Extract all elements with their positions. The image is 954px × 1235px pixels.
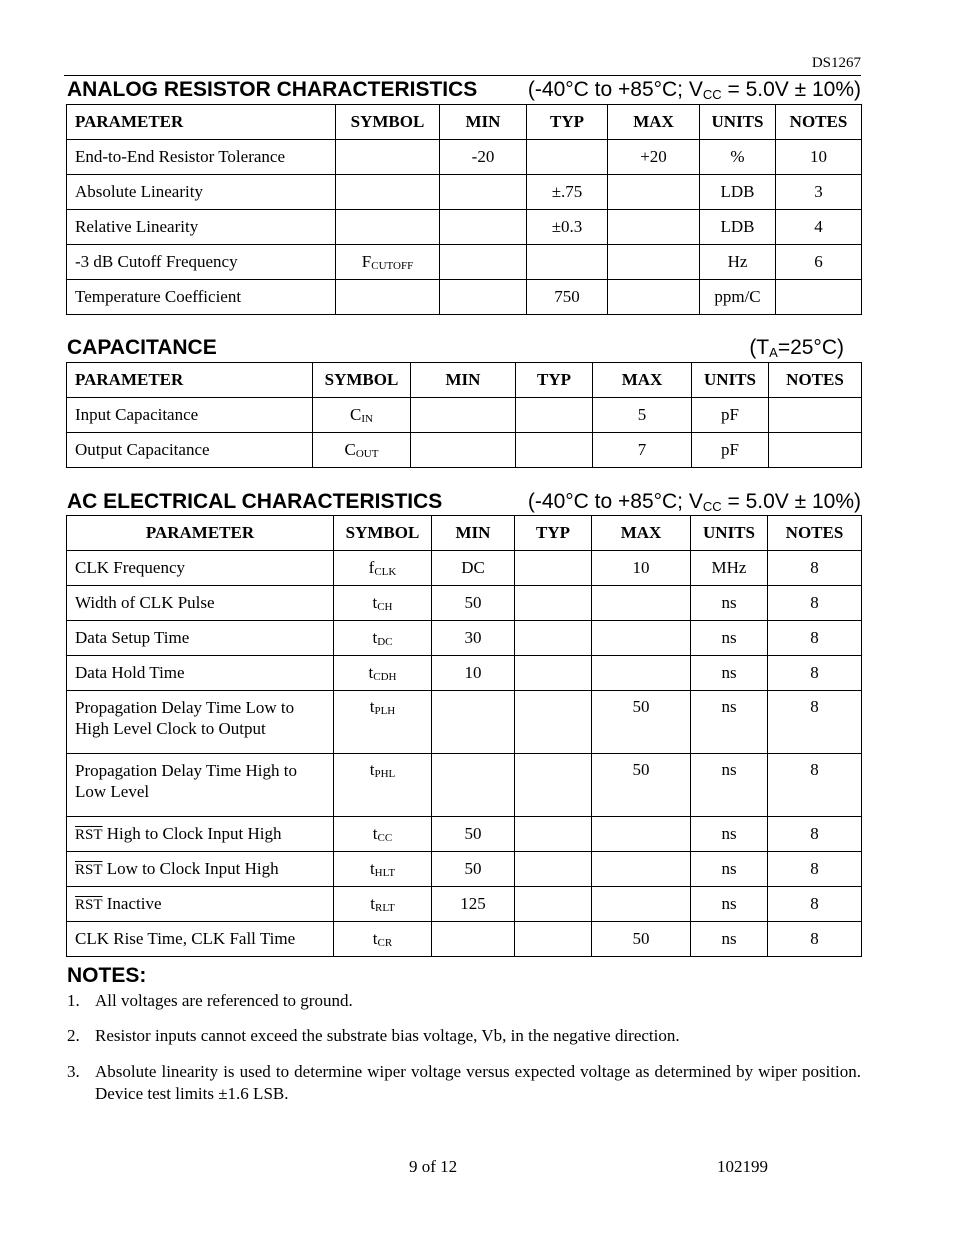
header-rule [64,75,861,76]
cell-units: Hz [700,245,776,280]
table-row [67,586,862,621]
cell-units: pF [692,433,769,468]
cell-units: ns [691,754,768,817]
symbol-text: C [350,405,362,424]
cell-parameter [67,852,334,887]
parameter-text: Propagation Delay Time High to Low Level [75,761,297,801]
parameter-text: Temperature Coefficient [75,287,242,306]
parameter-text: CLK Rise Time, CLK Fall Time [75,929,296,948]
cell-notes: 8 [768,754,862,817]
cell-min [411,398,516,433]
cell-symbol [313,398,411,433]
cell-min: 50 [432,586,515,621]
analog-table [66,104,862,315]
cell-parameter [67,398,313,433]
symbol-subscript: DC [377,636,393,648]
cell-max [592,621,691,656]
cell-notes: 3 [776,175,862,210]
cell-symbol [334,817,432,852]
ac-conditions: (-40°C to +85°C; $V_{CC} = 5.0V \pm 10\%$) [527,490,861,514]
symbol-subscript: CC [377,832,393,844]
cell-symbol [336,140,440,175]
cell-max [608,210,700,245]
cell-parameter [67,280,336,315]
ac-section-title [66,490,861,516]
note-number: 3. [67,1062,80,1081]
table-row [67,175,862,210]
cell-notes: 8 [768,852,862,887]
cell-parameter [67,817,334,852]
cell-symbol [334,922,432,957]
cell-min: 50 [432,852,515,887]
cell-symbol [334,621,432,656]
table-header-row [67,105,862,140]
document-code: 102199 [717,1157,768,1176]
cell-units: ns [691,887,768,922]
cell-symbol [336,280,440,315]
cell-notes [769,433,862,468]
table-header-row [67,516,862,551]
cell-min: 10 [432,656,515,691]
symbol-subscript: PLH [374,705,396,717]
col-header-min: MIN [440,105,527,140]
table-row [67,280,862,315]
capacitance-title: CAPACITANCE [67,336,217,359]
symbol-text: t [372,929,378,948]
cell-units: ns [691,922,768,957]
symbol-text: t [369,760,375,779]
cell-parameter [67,621,334,656]
cell-typ [515,656,592,691]
cell-parameter [67,887,334,922]
cell-units: ns [691,621,768,656]
symbol-subscript: OUT [355,448,379,460]
parameter-text: Relative Linearity [75,217,199,236]
cell-notes: 8 [768,887,862,922]
cell-units: LDB [700,175,776,210]
symbol-text: t [372,628,378,647]
symbol-text: F [361,252,372,271]
cell-max: 50 [592,754,691,817]
cell-notes: 10 [776,140,862,175]
cell-parameter [67,433,313,468]
cell-notes: 8 [768,586,862,621]
cell-symbol [334,852,432,887]
parameter-text: Inactive [102,894,162,913]
cell-parameter [67,754,334,817]
cell-parameter [67,656,334,691]
cell-units: ns [691,691,768,754]
cell-max: 10 [592,551,691,586]
symbol-subscript: PHL [374,768,396,780]
cell-min: 125 [432,887,515,922]
note-item [67,990,861,1012]
cell-parameter [67,586,334,621]
note-text: All voltages are referenced to ground. [95,991,353,1010]
cell-units: ppm/C [700,280,776,315]
cell-min [432,754,515,817]
cell-min: -20 [440,140,527,175]
capacitance-table [66,362,862,468]
parameter-text: Propagation Delay Time Low to High Level Clock to Output [75,698,295,738]
col-header-parameter: PARAMETER [67,105,336,140]
analog-conditions: (-40°C to +85°C; $V_{CC} = 5.0V \pm 10\%$) [527,78,861,102]
ac-title: AC ELECTRICAL CHARACTERISTICS [67,490,443,513]
col-header-typ: TYP [516,363,593,398]
col-header-max: MAX [608,105,700,140]
cell-symbol [336,245,440,280]
cell-max [592,656,691,691]
cell-typ: ±.75 [527,175,608,210]
cell-min [440,245,527,280]
rst-label: $\overline{RST}$ [75,897,103,913]
cell-max [592,817,691,852]
cell-symbol [336,210,440,245]
cell-max: +20 [608,140,700,175]
cell-parameter [67,140,336,175]
cell-notes: 8 [768,621,862,656]
col-header-units: UNITS [700,105,776,140]
cell-parameter [67,245,336,280]
cell-units: MHz [691,551,768,586]
table-row [67,140,862,175]
symbol-subscript: CDH [373,671,397,683]
cell-typ [515,586,592,621]
cell-units: LDB [700,210,776,245]
cell-min [440,175,527,210]
symbol-subscript: CUTOFF [371,260,414,272]
table-row [67,433,862,468]
cell-min [432,691,515,754]
parameter-text: High to Clock Input High [102,824,282,843]
cell-parameter [67,922,334,957]
col-header-symbol: SYMBOL [313,363,411,398]
note-item [67,1025,861,1047]
cell-units: ns [691,586,768,621]
note-text: Absolute linearity is used to determine wiper voltage versus expected voltage as determined by wiper position. Device test limits ±1.6 LSB. [95,1062,861,1103]
cell-symbol [334,586,432,621]
cell-notes: 8 [768,551,862,586]
cell-parameter [67,175,336,210]
col-header-units: UNITS [691,516,768,551]
symbol-subscript: CH [377,601,393,613]
symbol-text: f [368,558,375,577]
cell-typ [515,691,592,754]
cell-typ [516,433,593,468]
cell-min: 50 [432,817,515,852]
table-row [67,817,862,852]
table-row [67,852,862,887]
cell-notes: 4 [776,210,862,245]
cell-min [411,433,516,468]
col-header-max: MAX [593,363,692,398]
capacitance-section-title [66,336,861,362]
rst-label: $\overline{RST}$ [75,862,103,878]
cell-units: ns [691,852,768,887]
cell-max: 5 [593,398,692,433]
cell-max [608,245,700,280]
cell-min: 30 [432,621,515,656]
cell-symbol [336,175,440,210]
cell-max [592,586,691,621]
parameter-text: Output Capacitance [75,440,210,459]
cell-typ: 750 [527,280,608,315]
ac-table [66,515,862,957]
cell-max [592,852,691,887]
table-row [67,210,862,245]
table-row [67,551,862,586]
cell-symbol [334,754,432,817]
col-header-typ: TYP [515,516,592,551]
parameter-text: Input Capacitance [75,405,199,424]
table-row [67,245,862,280]
col-header-units: UNITS [692,363,769,398]
cell-notes [769,398,862,433]
symbol-text: t [369,697,375,716]
cell-notes: 8 [768,817,862,852]
cell-typ [515,817,592,852]
parameter-text: Data Hold Time [75,663,185,682]
cell-typ [527,140,608,175]
col-header-parameter: PARAMETER [67,363,313,398]
note-number: 2. [67,1026,80,1045]
analog-title: ANALOG RESISTOR CHARACTERISTICS [67,78,478,101]
analog-section-title [66,78,861,104]
symbol-subscript: RLT [374,902,395,914]
cell-notes: 8 [768,656,862,691]
table-row [67,887,862,922]
cell-min [440,280,527,315]
document-id: DS1267 [811,55,861,71]
symbol-subscript: CR [377,937,393,949]
col-header-symbol: SYMBOL [334,516,432,551]
cell-max: 50 [592,691,691,754]
cell-max: 7 [593,433,692,468]
parameter-text: Low to Clock Input High [102,859,279,878]
col-header-typ: TYP [527,105,608,140]
cell-typ: ±0.3 [527,210,608,245]
cell-max [608,175,700,210]
symbol-subscript: IN [361,413,373,425]
col-header-notes: NOTES [768,516,862,551]
notes-title: NOTES: [67,964,147,987]
col-header-min: MIN [432,516,515,551]
cell-min [440,210,527,245]
cell-symbol [334,656,432,691]
cell-notes: 8 [768,691,862,754]
col-header-min: MIN [411,363,516,398]
cell-typ [515,754,592,817]
cell-max: 50 [592,922,691,957]
table-row [67,691,862,754]
cell-min [432,922,515,957]
symbol-text: t [369,859,375,878]
parameter-text: Data Setup Time [75,628,190,647]
cell-units: % [700,140,776,175]
cell-parameter [67,691,334,754]
note-text: Resistor inputs cannot exceed the substrate bias voltage, Vb, in the negative direction. [95,1026,680,1045]
symbol-text: t [368,663,374,682]
symbol-text: t [370,894,375,913]
parameter-text: CLK Frequency [75,558,186,577]
cell-symbol [334,887,432,922]
cell-notes [776,280,862,315]
parameter-text: -3 dB Cutoff Frequency [75,252,238,271]
cell-typ [515,887,592,922]
cell-units: ns [691,656,768,691]
note-number: 1. [67,991,80,1010]
table-row [67,754,862,817]
symbol-text: C [344,440,356,459]
capacitance-conditions: $(T_A=25^\circ C)$ [749,336,844,360]
parameter-text: Absolute Linearity [75,182,203,201]
page-number: 9 of 12 [409,1157,458,1176]
cell-typ [515,922,592,957]
symbol-subscript: CLK [374,566,397,578]
cell-typ [515,621,592,656]
cell-symbol [334,691,432,754]
cell-units: pF [692,398,769,433]
cell-parameter [67,210,336,245]
cell-typ [527,245,608,280]
rst-label: $\overline{RST}$ [75,827,103,843]
cell-typ [515,551,592,586]
cell-max [608,280,700,315]
col-header-symbol: SYMBOL [336,105,440,140]
cell-typ [515,852,592,887]
symbol-text: t [372,824,378,843]
parameter-text: Width of CLK Pulse [75,593,215,612]
cell-min: DC [432,551,515,586]
col-header-max: MAX [592,516,691,551]
cell-max [592,887,691,922]
cell-parameter [67,551,334,586]
col-header-notes: NOTES [769,363,862,398]
cell-typ [516,398,593,433]
col-header-notes: NOTES [776,105,862,140]
table-row [67,621,862,656]
table-row [67,922,862,957]
cell-notes: 8 [768,922,862,957]
symbol-text: t [372,593,378,612]
col-header-parameter: PARAMETER [67,516,334,551]
table-row [67,398,862,433]
note-item [67,1061,861,1105]
table-row [67,656,862,691]
cell-symbol [313,433,411,468]
cell-units: ns [691,817,768,852]
parameter-text: End-to-End Resistor Tolerance [75,147,285,166]
table-header-row [67,363,862,398]
cell-notes: 6 [776,245,862,280]
cell-symbol [334,551,432,586]
symbol-subscript: HLT [374,867,396,879]
